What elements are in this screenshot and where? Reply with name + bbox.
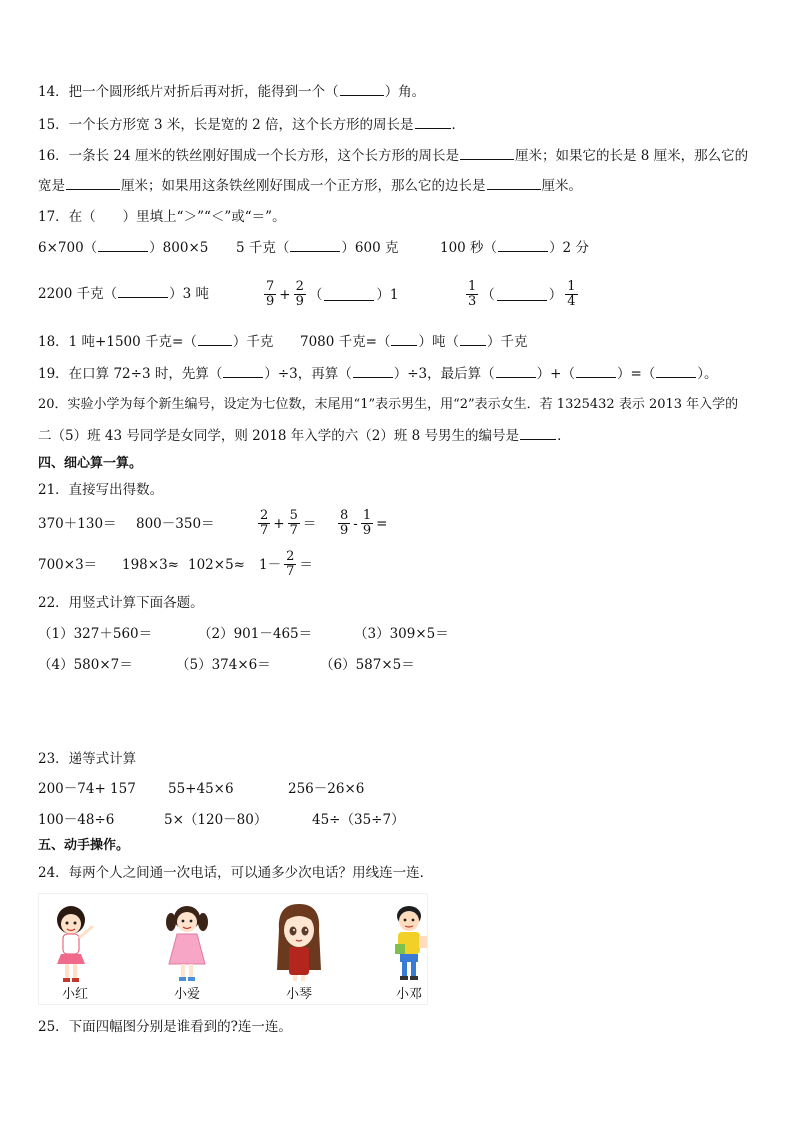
calc-item-fraction	[256, 503, 317, 544]
q18-text: 7080 千克=（	[300, 334, 391, 350]
fraction	[338, 509, 350, 538]
q18-text: ）吨（	[418, 334, 459, 350]
q19-text: ）。	[697, 366, 718, 382]
q18-text: ）千克	[232, 334, 274, 350]
question-16-line-1	[38, 147, 748, 165]
q19-text: ）÷3，最后算（	[393, 366, 495, 382]
q17-right: ）1	[376, 286, 399, 303]
girl-figure-icon	[47, 900, 103, 986]
girl-figure-icon	[159, 900, 215, 986]
answer-blank[interactable]	[487, 177, 541, 190]
question-14	[38, 83, 425, 101]
numerator: 2	[286, 549, 295, 564]
answer-blank[interactable]	[118, 285, 168, 298]
answer-blank[interactable]	[460, 147, 514, 160]
q17-left: （	[308, 286, 323, 303]
q17-right: ）600 克	[341, 240, 399, 256]
whole-number: 1－	[259, 556, 282, 573]
stepwise-calc-item: 256－26×6	[288, 781, 365, 797]
denominator: 9	[266, 294, 275, 309]
answer-blank[interactable]	[391, 333, 417, 346]
q20-text: 二（5）班 43 号同学是女同学，则 2018 年入学的六（2）班 8 号男生的编号是	[38, 428, 520, 444]
denominator: 7	[260, 523, 269, 538]
question-23-title: 23．递等式计算	[38, 751, 137, 767]
question-16-line-2	[38, 177, 582, 195]
q19-text: ）=（	[616, 366, 656, 382]
calc-item: 198×3≈	[122, 557, 179, 573]
question-24-title: 24．每两个人之间通一次电话，可以通多少次电话？用线连一连．	[38, 865, 434, 881]
denominator: 4	[567, 294, 576, 309]
answer-blank[interactable]	[656, 365, 696, 378]
child-xiaohong[interactable]	[35, 900, 115, 1004]
q17-left: 5 千克（	[236, 240, 290, 256]
question-19	[38, 365, 718, 383]
child-name: 小邓	[395, 987, 422, 1002]
calc-item: 700×3＝	[38, 557, 98, 573]
section-heading: 五、动手操作。	[38, 838, 130, 853]
q17-left: 2200 千克（	[38, 286, 118, 302]
plus-sign: +	[273, 515, 285, 532]
fraction	[294, 280, 306, 309]
question-22-title: 22．用竖式计算下面各题。	[38, 595, 204, 611]
question-20-line-1: 20．实验小学为每个新生编号，设定为七位数，末尾用“1”表示男生，用“2”表示女生．若 1325432 表示 2013 年入学的	[38, 397, 739, 412]
answer-blank[interactable]	[353, 365, 393, 378]
denominator: 9	[295, 294, 304, 309]
calc-item: 102×5≈	[188, 557, 245, 573]
girl-figure-icon	[269, 900, 329, 986]
numerator: 2	[260, 508, 269, 523]
numerator: 2	[295, 279, 304, 294]
question-25-title: 25．下面四幅图分别是谁看到的?连一连。	[38, 1019, 292, 1035]
q16-text: 厘米；如果它的长是 8 厘米，那么它的	[514, 148, 749, 164]
q14-text-end: ）角。	[384, 84, 426, 100]
answer-blank[interactable]	[198, 333, 232, 346]
vertical-calc-item: （2）901－465＝	[198, 626, 313, 642]
answer-blank[interactable]	[223, 365, 263, 378]
q17-left: （	[481, 286, 495, 303]
q16-text: 厘米；如果用这条铁丝刚好围成一个正方形，那么它的边长是	[121, 178, 486, 194]
fraction	[361, 509, 373, 538]
equals-sign: ＝	[302, 515, 317, 532]
q17-right: ）2 分	[549, 240, 589, 256]
calc-item: 800－350＝	[136, 516, 215, 532]
q17-item	[38, 285, 209, 303]
child-name: 小红	[61, 987, 88, 1002]
answer-blank[interactable]	[497, 288, 547, 301]
numerator: 1	[567, 279, 576, 294]
fraction	[284, 550, 296, 579]
minus-sign: -	[353, 515, 358, 532]
stepwise-calc-item: 200－74+ 157	[38, 781, 136, 797]
fraction	[288, 509, 300, 538]
stepwise-calc-item: 55+45×6	[168, 781, 234, 797]
answer-blank[interactable]	[520, 427, 556, 440]
denominator: 3	[468, 294, 477, 309]
vertical-calc-item: （5）374×6＝	[176, 657, 271, 673]
child-name: 小琴	[285, 987, 312, 1002]
fraction	[258, 509, 270, 538]
answer-blank[interactable]	[498, 239, 548, 252]
q17-left: 6×700（	[38, 240, 98, 256]
child-xiaoqin[interactable]	[259, 900, 339, 1004]
q16-text: 16．一条长 24 厘米的铁丝刚好围成一个长方形，这个长方形的周长是	[38, 148, 459, 164]
q17-item	[440, 239, 589, 257]
answer-blank[interactable]	[324, 288, 374, 301]
answer-blank[interactable]	[460, 333, 486, 346]
equals-sign: =	[376, 515, 388, 532]
fraction	[565, 280, 577, 309]
equals-sign: ＝	[299, 556, 313, 573]
answer-blank[interactable]	[290, 239, 340, 252]
vertical-calc-item: （3）309×5＝	[354, 626, 449, 642]
q19-text: ）÷3，再算（	[264, 366, 352, 382]
answer-blank[interactable]	[340, 83, 384, 96]
q17-left: 100 秒（	[440, 240, 498, 256]
question-17-title: 17．在（ ）里填上“＞”“＜”或“＝”。	[38, 209, 286, 225]
answer-blank[interactable]	[98, 239, 148, 252]
vertical-calc-item: （6）587×5＝	[320, 657, 415, 673]
child-xiaoai[interactable]	[147, 900, 227, 1004]
q15-text: 15．一个长方形宽 3 米，长是宽的 2 倍，这个长方形的周长是	[38, 117, 414, 133]
q15-text-end: ．	[451, 117, 466, 133]
calc-item: 370＋130＝	[38, 516, 117, 532]
question-18b	[300, 333, 527, 351]
stepwise-calc-item: 45÷（35÷7）	[312, 812, 405, 828]
q17-right: ）800×5	[149, 240, 209, 256]
fraction	[264, 280, 276, 309]
q19-text: 19．在口算 72÷3 时，先算（	[38, 366, 223, 382]
child-name: 小爱	[173, 987, 200, 1002]
q17-item	[236, 239, 398, 257]
q16-text: 宽是	[38, 178, 65, 194]
numerator: 7	[266, 279, 275, 294]
plus-sign: +	[279, 286, 291, 303]
q19-text: ）+（	[536, 366, 575, 382]
q17-right: ）	[548, 286, 563, 303]
numerator: 8	[340, 508, 349, 523]
vertical-calc-item: （1）327＋560＝	[38, 626, 153, 642]
q16-text: 厘米。	[541, 178, 582, 194]
numerator: 1	[468, 279, 477, 294]
answer-blank[interactable]	[415, 116, 451, 129]
stepwise-calc-item: 100－48÷6	[38, 812, 115, 828]
denominator: 9	[340, 523, 349, 538]
denominator: 7	[286, 564, 295, 579]
q17-right: ）3 吨	[169, 286, 210, 302]
answer-blank[interactable]	[576, 365, 616, 378]
question-18	[38, 333, 273, 351]
q14-text: 14．把一个圆形纸片对折后再对折，能得到一个（	[38, 84, 339, 100]
question-20-line-2	[38, 427, 571, 445]
q17-item	[38, 239, 208, 257]
q17-fraction-item	[464, 274, 580, 315]
denominator: 7	[289, 523, 298, 538]
calc-item-fraction	[336, 503, 388, 544]
children-illustration	[38, 893, 428, 1005]
vertical-calc-item: （4）580×7＝	[38, 657, 133, 673]
boy-figure-icon	[381, 900, 437, 986]
numerator: 5	[289, 508, 298, 523]
q18-text: 18．1 吨+1500 千克=（	[38, 334, 197, 350]
question-21-title: 21．直接写出得数。	[38, 482, 164, 498]
calc-item-fraction	[258, 544, 314, 585]
q20-text: ．	[557, 428, 571, 444]
section-heading: 四、细心算一算。	[38, 456, 143, 471]
stepwise-calc-item: 5×（120－80）	[164, 812, 268, 828]
q17-fraction-item	[262, 274, 399, 315]
numerator: 1	[362, 508, 372, 523]
denominator: 9	[362, 523, 372, 538]
question-15	[38, 116, 465, 134]
q18-text: ）千克	[486, 334, 528, 350]
answer-blank[interactable]	[496, 365, 536, 378]
answer-blank[interactable]	[66, 177, 120, 190]
child-xiaodeng[interactable]	[369, 900, 449, 1004]
fraction	[466, 280, 478, 309]
